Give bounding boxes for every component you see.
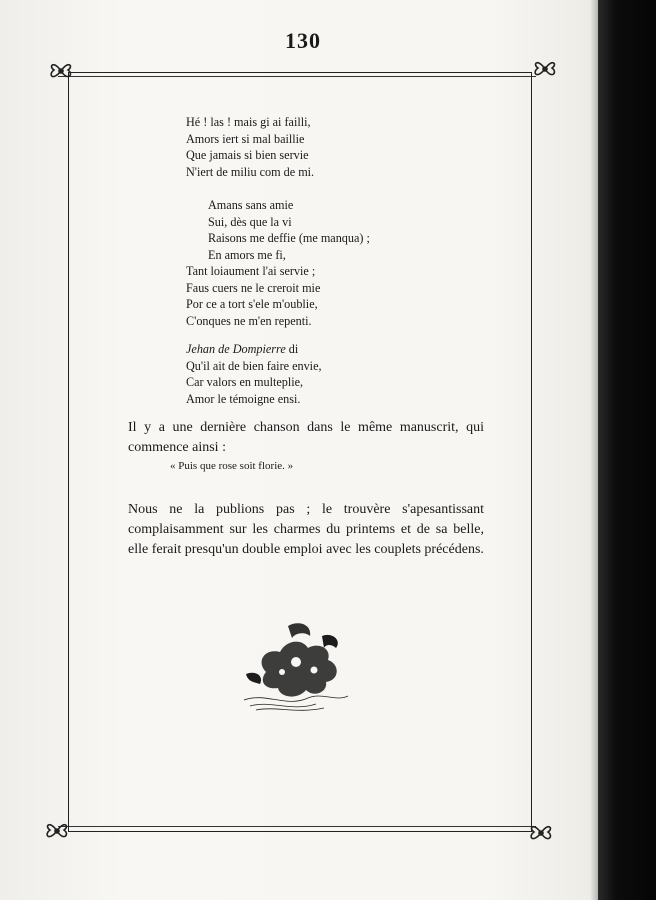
verse-line: Tant loiaument l'ai servie ;: [186, 264, 316, 278]
verse-line: C'onques ne m'en repenti.: [186, 313, 312, 328]
paragraph-intro: [128, 418, 484, 458]
verse-line: Hé ! las ! mais gi ai failli,: [186, 115, 311, 129]
verse-line: [186, 341, 322, 358]
poem-stanza-2: [186, 197, 370, 329]
author-name: Jehan de Dompierre: [186, 342, 286, 356]
verse-line: N'iert de miliu com de mi.: [186, 164, 315, 179]
author-suffix: di: [285, 342, 299, 356]
poem-stanza-3: [186, 341, 322, 407]
verse-line: Faus cuers ne le creroit mie: [186, 280, 321, 295]
verse-line: Por ce a tort s'ele m'oublie,: [186, 297, 318, 311]
quoted-incipit: « Puis que rose soit florie. »: [170, 460, 294, 472]
paragraph-text: Nous ne la publions pas ; le trouvère s'apesantissant complaisamment sur les charmes du printems et de sa belle, elle ferait presqu'un double emploi avec les couplets précédens.: [128, 502, 484, 557]
corner-ornament-icon: [532, 56, 558, 82]
verse-line: Car valors en multeplie,: [186, 375, 304, 389]
poem-stanza-1: [186, 114, 314, 180]
verse-line: Qu'il ait de bien faire envie,: [186, 358, 322, 373]
book-spine: [598, 0, 656, 900]
page-number: 130: [285, 28, 321, 53]
verse-line: Amors iert si mal baillie: [186, 131, 305, 146]
bird-vignette-icon: [236, 612, 356, 714]
verse-line: Amor le témoigne ensi.: [186, 391, 301, 406]
paragraph-text: Il y a une dernière chanson dans le même manuscrit, qui commence ainsi :: [128, 420, 484, 455]
corner-ornament-icon: [44, 818, 70, 844]
verse-line: En amors me fi,: [208, 247, 286, 262]
verse-line: Sui, dès que la vi: [208, 214, 292, 229]
paragraph-conclusion: [128, 500, 484, 560]
corner-ornament-icon: [528, 820, 554, 846]
verse-line: Raisons me deffie (me manqua) ;: [208, 231, 370, 245]
verse-line: Que jamais si bien servie: [186, 148, 309, 162]
corner-ornament-icon: [48, 58, 74, 84]
verse-line: Amans sans amie: [208, 198, 294, 212]
